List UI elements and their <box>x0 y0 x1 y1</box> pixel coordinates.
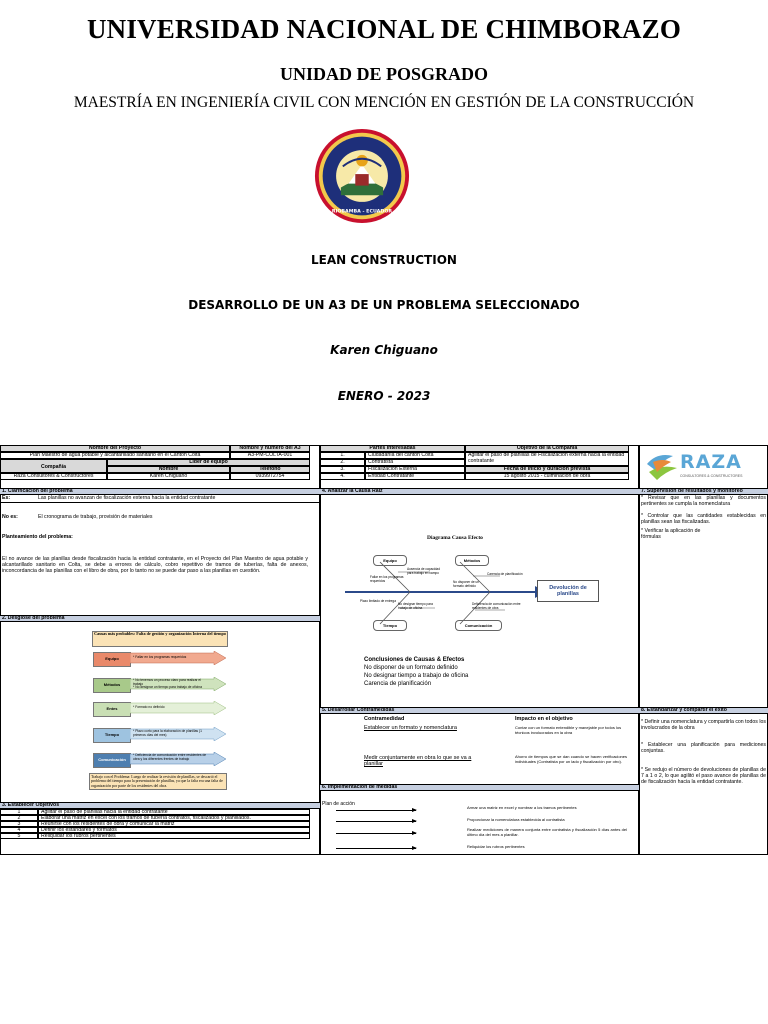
author-name: Karen Chiguano <box>330 343 438 357</box>
cause-metodos-text: * No tenemos un proceso claro para realizar el trabajo * No designar un tiempo para trabajo de oficina <box>133 678 202 690</box>
action-arrow <box>336 848 416 849</box>
standardize-item: * Definir una nomenclatura y compartirla con todos los involucrados de la obra <box>641 719 766 731</box>
countermeasure-header: Contramedidad <box>364 716 405 722</box>
action-arrow <box>336 833 416 834</box>
a3-column-left <box>0 445 320 855</box>
stakeholder-name: Entidad Contratante <box>365 473 465 480</box>
cause-metodos: Métodos <box>93 678 131 693</box>
monitor-item: * Verificar la aplicación de fórmulas <box>641 528 701 540</box>
svg-text:RIOBAMBA - ECUADOR: RIOBAMBA - ECUADOR <box>331 209 393 215</box>
bone-comunicacion: Comunicación <box>455 620 502 631</box>
team-leader-header: Líder de equipo <box>107 459 310 466</box>
objective-item: Definir los estándares y formatos <box>38 827 310 833</box>
unit-title: UNIDAD DE POSGRADO <box>279 64 488 84</box>
standardize-item: * Se redujo el número de devoluciones de planillas de 7 a 1 o 2, lo que agilitó el paso avance de planillas de de fiscalización hacia la entidad contratante. <box>641 767 766 785</box>
section1-title: 1. Clarificación del problema <box>0 488 320 495</box>
objective-item: Reliquidar los rubros pertinentes <box>38 833 310 839</box>
stakeholder-num: 4. <box>320 473 365 480</box>
cause-equipo-text: * Fallar en los programas requeridos <box>133 655 187 659</box>
impact-item: Contar con un formato entendible y manejable por todos los técnicos involucrados en la obra <box>515 725 622 735</box>
bone-note: Fallar en los programas requeridos <box>370 575 404 583</box>
conclusion-item: No designar tiempo a trabajo de oficina <box>364 673 469 679</box>
bone-note: Ausencia de capacidad para trabajo en campo <box>407 567 440 575</box>
stakeholder-num: 2. <box>320 459 365 466</box>
cause-tiempo: Tiempo <box>93 728 131 743</box>
objective-num: 1 <box>0 809 38 815</box>
project-name: Plan Maestro de agua potable y alcantarillado sanitario en el Cantón Colta <box>0 452 230 459</box>
bone-equipo: Equipo <box>373 555 407 566</box>
stakeholder-name: Contratista <box>365 459 465 466</box>
leader-name-header: Nombre <box>107 466 230 473</box>
stakeholder-num: 3. <box>320 466 365 473</box>
impact-item: Ahorro de tiempos que se dan cuando se hacen verificaciones individuales (Contratista por un lado y fiscalización por otro). <box>515 754 627 764</box>
stakeholders-header: Partes Interesadas <box>320 445 465 452</box>
company-name: Raza Consultores & Constructores <box>0 473 107 480</box>
stakeholder-name: Ciudadanía del cantón Colta <box>365 452 465 459</box>
stakeholder-name: Fiscalización Externa <box>365 466 465 473</box>
action-item: Proporcionar la nomenclatura establecida al contratista <box>467 817 565 822</box>
phone-header: Teléfono <box>230 466 310 473</box>
a3-column-middle <box>320 445 639 855</box>
section6-title: 6. Implementación de medidas <box>320 784 639 791</box>
a3-sheet <box>0 445 768 855</box>
action-item: Realizar mediciones de manera conjunta entre contratista y fiscalización 5 días antes del último día del mes a planillar. <box>467 827 627 837</box>
objective-num: 2 <box>0 815 38 821</box>
is-not-text: El cronograma de trabajo, provisión de materiales <box>38 514 153 520</box>
cause-comunicacion: Comunicación <box>93 753 131 768</box>
raza-logo-name: RAZA <box>680 451 742 473</box>
objective-item: Agilitar el paso de planillas hacia la entidad contratante <box>38 809 310 815</box>
action-arrow <box>336 821 416 822</box>
master-title: MAESTRÍA EN INGENIERÍA CIVIL CON MENCIÓN EN GESTIÓN DE LA CONSTRUCCIÓN <box>73 94 695 111</box>
raza-logo-tagline: CONSULTORES & CONSTRUCTORES <box>680 474 743 478</box>
leader-name: Karen Chiguano <box>107 473 230 480</box>
bone-tiempo: Tiempo <box>373 620 407 631</box>
objective-num: 4 <box>0 827 38 833</box>
bone-note: Carencia de planificación <box>487 572 523 576</box>
is-label: Es: <box>2 495 11 501</box>
leader-phone: 0939972754 <box>230 473 310 480</box>
section4-title: 4. Analizar la Causa Raíz <box>320 488 639 495</box>
problem-statement-label: Planteamiento del problema: <box>2 534 73 540</box>
objective-item: Reunirse con los residentes de obra y comunicar la matriz <box>38 821 310 827</box>
bone-note: No designar tiempo para trabajo de oficina <box>398 602 433 610</box>
company-header: Compañía <box>0 459 107 473</box>
start-date: 15 agosto 2015 - culminación de obra <box>465 473 629 480</box>
problem-statement: El no avance de las planillas desde fiscalización hacia la entidad contratante, en el Proyecto del Plan Maestro de agua potable y alcantarillado sanitario en Colta, se debe a errores de cálculo, cobro repetitivo de tramos de tuberías, falta de anexos, inconcordancia de las planillas con el libro de obra, por lo tanto no se puede dar paso a las planillas en cuestión. <box>2 556 308 574</box>
company-objective: Agilitar el paso de planillas de Fiscalización externa hacia la entidad contratante <box>465 452 629 466</box>
raza-logo-icon <box>643 450 681 482</box>
conclusion-item: Carencia de planificación <box>364 681 432 687</box>
cause-equipo: Equipo <box>93 652 131 667</box>
stakeholder-num: 1. <box>320 452 365 459</box>
objective-num: 3 <box>0 821 38 827</box>
breakdown-footer: Trabajo con el Problema: Luego de realizar la revisión de planillas, se descartó el problema del tiempo para la presentación de planillas, ya que la falta era una falta de organización por parte de los residentes del obra. <box>89 773 227 790</box>
topic-title: DESARROLLO DE UN A3 DE UN PROBLEMA SELECCIONADO <box>188 298 580 312</box>
action-arrow <box>336 810 416 811</box>
is-text: Las planillas no avanzan de fiscalización externa hacia la entidad contratante <box>38 495 216 501</box>
date-text: ENERO - 2023 <box>337 389 431 403</box>
action-item: Reliquidar los rubros pertinentes <box>467 844 525 849</box>
a3-number-header: Nombre y número del A3 <box>230 445 310 452</box>
date-header: Fecha de inicio y duración prevista <box>465 466 629 473</box>
university-title: UNIVERSIDAD NACIONAL DE CHIMBORAZO <box>86 14 682 44</box>
bone-note: Plazo limitado de entrega <box>360 599 396 603</box>
cause-comunicacion-text: * Deficiencia de comunicación entre residentes de obra y los diferentes frentes de trabajo <box>133 753 207 761</box>
conclusion-item: No disponer de un formato definido <box>364 665 458 671</box>
objective-header: Objetivo de la Compañía <box>465 445 629 452</box>
action-item: Armar una matriz en excel y nombrar a los tramos pertinentes <box>467 805 577 810</box>
countermeasure-item: Establecer un formato y nomenclatura <box>364 725 457 731</box>
bone-metodos: Métodos <box>455 555 489 566</box>
impact-header: Impacto en el objetivo <box>515 716 573 722</box>
section7-title: 7. Supervisión de resultados y monitoreo <box>639 488 768 495</box>
countermeasure-item: Medir conjuntamente en obra lo que se va a planillar <box>364 755 472 768</box>
bone-note: No disponer de un formato definido <box>453 580 480 588</box>
action-plan-label: Plan de acción <box>322 801 355 807</box>
breakdown-header: Causas más probables: Falta de gestión y organización Interna del tiempo <box>92 631 228 647</box>
cause-entes-text: * Formato no definido <box>133 705 165 709</box>
cause-tiempo-text: * Plazo corto para la elaboración de planillas (1 primeros días del mes) <box>133 729 202 737</box>
is-not-label: No es: <box>2 514 18 520</box>
bone-note: Deficiencia de comunicación entre residentes de obra <box>472 602 521 610</box>
conclusions-title: Conclusiones de Causas & Efectos <box>364 657 465 663</box>
university-seal-logo <box>314 128 410 224</box>
section5-title: 5. Desarrollar Contramedidas <box>320 707 639 714</box>
standardize-item: * Establecer una planificación para mediciones conjuntas. <box>641 742 766 754</box>
objective-num: 5 <box>0 833 38 839</box>
objective-item: Elaborar una matriz en excel con los tramos de tubería contratos, fiscalizados y planillados. <box>38 815 310 821</box>
section8-title: 8. Estandarizar y compartir el éxito <box>639 707 768 714</box>
cause-entes: Entes <box>93 702 131 717</box>
monitor-item: * Revisar que en las planillas y documentos pertinentes se cumpla la nomenclatura <box>641 495 766 507</box>
diagram-title: Diagrama Causa Efecto <box>427 535 483 541</box>
section3-title: 3. Establecer Objetivos <box>0 802 320 809</box>
monitor-item: * Controlar que las cantidades establecidas en planillas sean las fiscalizadas. <box>641 513 766 525</box>
section2-title: 2. Desglose del problema <box>0 615 320 622</box>
project-name-header: Nombre del Proyecto <box>0 445 230 452</box>
course-title: LEAN CONSTRUCTION <box>311 253 457 267</box>
effect-box: Devolución de planillas <box>537 580 599 602</box>
a3-number: A3-PM-COLTA-001 <box>230 452 310 459</box>
